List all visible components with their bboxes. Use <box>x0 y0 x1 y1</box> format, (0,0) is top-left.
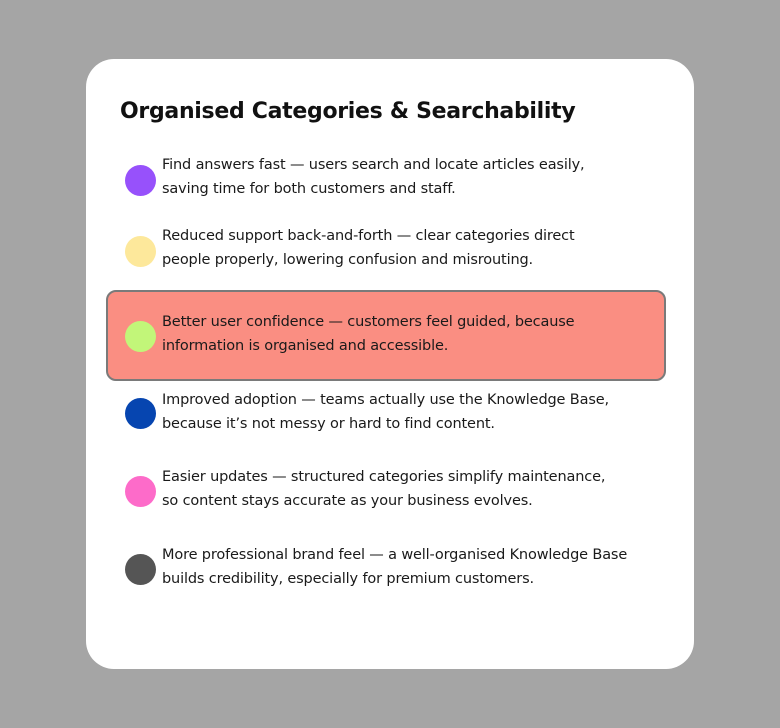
item-line: information is organised and accessible. <box>162 338 449 354</box>
item-text <box>162 388 642 436</box>
bullet-dot-icon <box>125 165 156 196</box>
item-text <box>162 543 642 591</box>
item-line: so content stays accurate as your business evolves. <box>162 493 533 509</box>
bullet-dot-icon <box>125 554 156 585</box>
list-item-user-confidence <box>106 290 666 381</box>
bullet-dot-icon <box>125 476 156 507</box>
item-line: Improved adoption — teams actually use the Knowledge Base, <box>162 392 609 408</box>
item-text <box>162 153 642 201</box>
item-line: builds credibility, especially for premium customers. <box>162 571 534 587</box>
item-line: Find answers fast — users search and locate articles easily, <box>162 157 585 173</box>
item-text <box>162 465 642 513</box>
item-line: Reduced support back-and-forth — clear categories direct <box>162 228 575 244</box>
item-line: Easier updates — structured categories simplify maintenance, <box>162 469 606 485</box>
list-item-professional-brand <box>106 544 666 596</box>
item-line: people properly, lowering confusion and misrouting. <box>162 252 534 268</box>
bullet-dot-icon <box>125 321 156 352</box>
item-line: because it’s not messy or hard to find content. <box>162 416 495 432</box>
list-item-reduced-support <box>106 226 666 278</box>
list-item-easier-updates <box>106 466 666 518</box>
bullet-dot-icon <box>125 398 156 429</box>
list-item-improved-adoption <box>106 389 666 441</box>
list-item-find-answers <box>106 155 666 207</box>
benefits-card <box>86 59 694 669</box>
bullet-dot-icon <box>125 236 156 267</box>
item-text <box>162 310 642 358</box>
item-line: More professional brand feel — a well-organised Knowledge Base <box>162 547 628 563</box>
item-line: saving time for both customers and staff. <box>162 181 456 197</box>
item-line: Better user confidence — customers feel guided, because <box>162 314 575 330</box>
card-title: Organised Categories & Searchability <box>120 99 576 124</box>
item-text <box>162 224 642 272</box>
